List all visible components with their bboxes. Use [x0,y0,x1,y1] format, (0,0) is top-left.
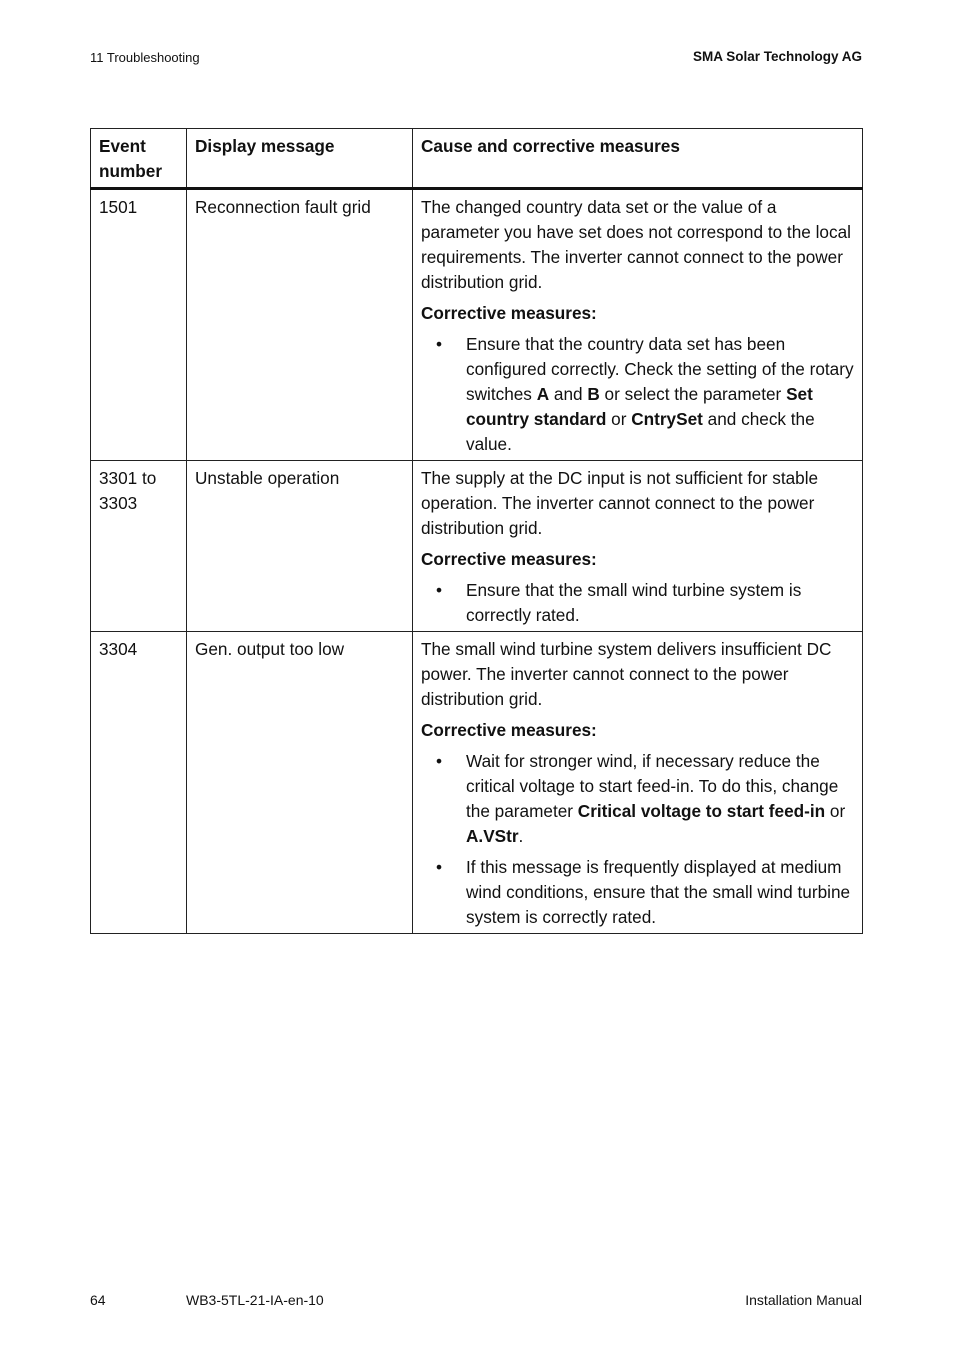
measure-text: Ensure that the country data set has been configured correctly. Check the setting of the rotary switches [466,334,854,404]
bullet-icon: • [436,580,443,600]
measure-text: or [606,409,632,429]
event-number-cell: 3304 [91,632,187,934]
measure-item [421,578,854,628]
cause-text: The small wind turbine system delivers insufficient DC power. The inverter cannot connect to the power distribution grid. [421,639,832,709]
measure-text: and check the value. [466,409,815,454]
measure-item [421,332,854,457]
measure-text: or select the parameter [599,384,787,404]
measure-item [421,855,854,930]
measure-text: or [825,801,846,821]
footer-doc-code: WB3-5TL-21-IA-en-10 [186,1292,324,1308]
header-chapter: 11 Troubleshooting [90,50,200,65]
cause-text: The supply at the DC input is not sufficient for stable operation. The inverter cannot connect to the power distribution grid. [421,468,819,538]
parameter-name: B [587,384,600,404]
measure-text: . [518,826,524,846]
measure-text: Ensure that the small wind turbine system is correctly rated. [466,580,802,625]
bullet-icon: • [436,751,443,771]
header-company: SMA Solar Technology AG [692,49,862,64]
display-message-cell: Unstable operation [187,461,413,632]
header-event-number: Event number [91,129,187,189]
display-message-cell: Gen. output too low [187,632,413,934]
measure-text: Wait for stronger wind, if necessary reduce the critical voltage to start feed-in. To do this, change the parameter [466,751,839,821]
footer-doc-title: Installation Manual [745,1292,862,1308]
parameter-name: CntrySet [631,409,703,429]
corrective-measures-heading: Corrective measures: [421,303,597,323]
measures-list [421,749,854,930]
measures-list [421,578,854,628]
cause-text: The changed country data set or the value of a parameter you have set does not correspond to the local requirements. The inverter cannot connect to the power distribution grid. [421,197,851,292]
table-body [91,189,863,934]
parameter-name: Set country standard [466,384,813,429]
parameter-name: A.VStr [466,826,519,846]
header-display-message: Display message [187,129,413,189]
bullet-icon: • [436,334,443,354]
header-cause-measures: Cause and corrective measures [413,129,863,189]
bullet-icon: • [436,857,443,877]
parameter-name: Critical voltage to start feed-in [577,801,826,821]
corrective-measures-heading: Corrective measures: [421,720,597,740]
measures-list [421,332,854,457]
table-row [91,632,863,934]
corrective-measures-heading: Corrective measures: [421,549,597,569]
event-table [90,128,863,934]
measure-item [421,749,854,849]
table-row [91,189,863,461]
event-number-cell: 3301 to 3303 [91,461,187,632]
table-header-row [91,129,863,189]
cause-measures-cell [413,189,863,461]
table-row [91,461,863,632]
parameter-name: A [536,384,550,404]
cause-measures-cell [413,632,863,934]
display-message-cell: Reconnection fault grid [187,189,413,461]
footer-page-number: 64 [90,1292,106,1308]
event-number-cell: 1501 [91,189,187,461]
measure-text: If this message is frequently displayed at medium wind conditions, ensure that the small wind turbine system is correctly rated. [466,857,851,927]
cause-measures-cell [413,461,863,632]
measure-text: and [549,384,588,404]
